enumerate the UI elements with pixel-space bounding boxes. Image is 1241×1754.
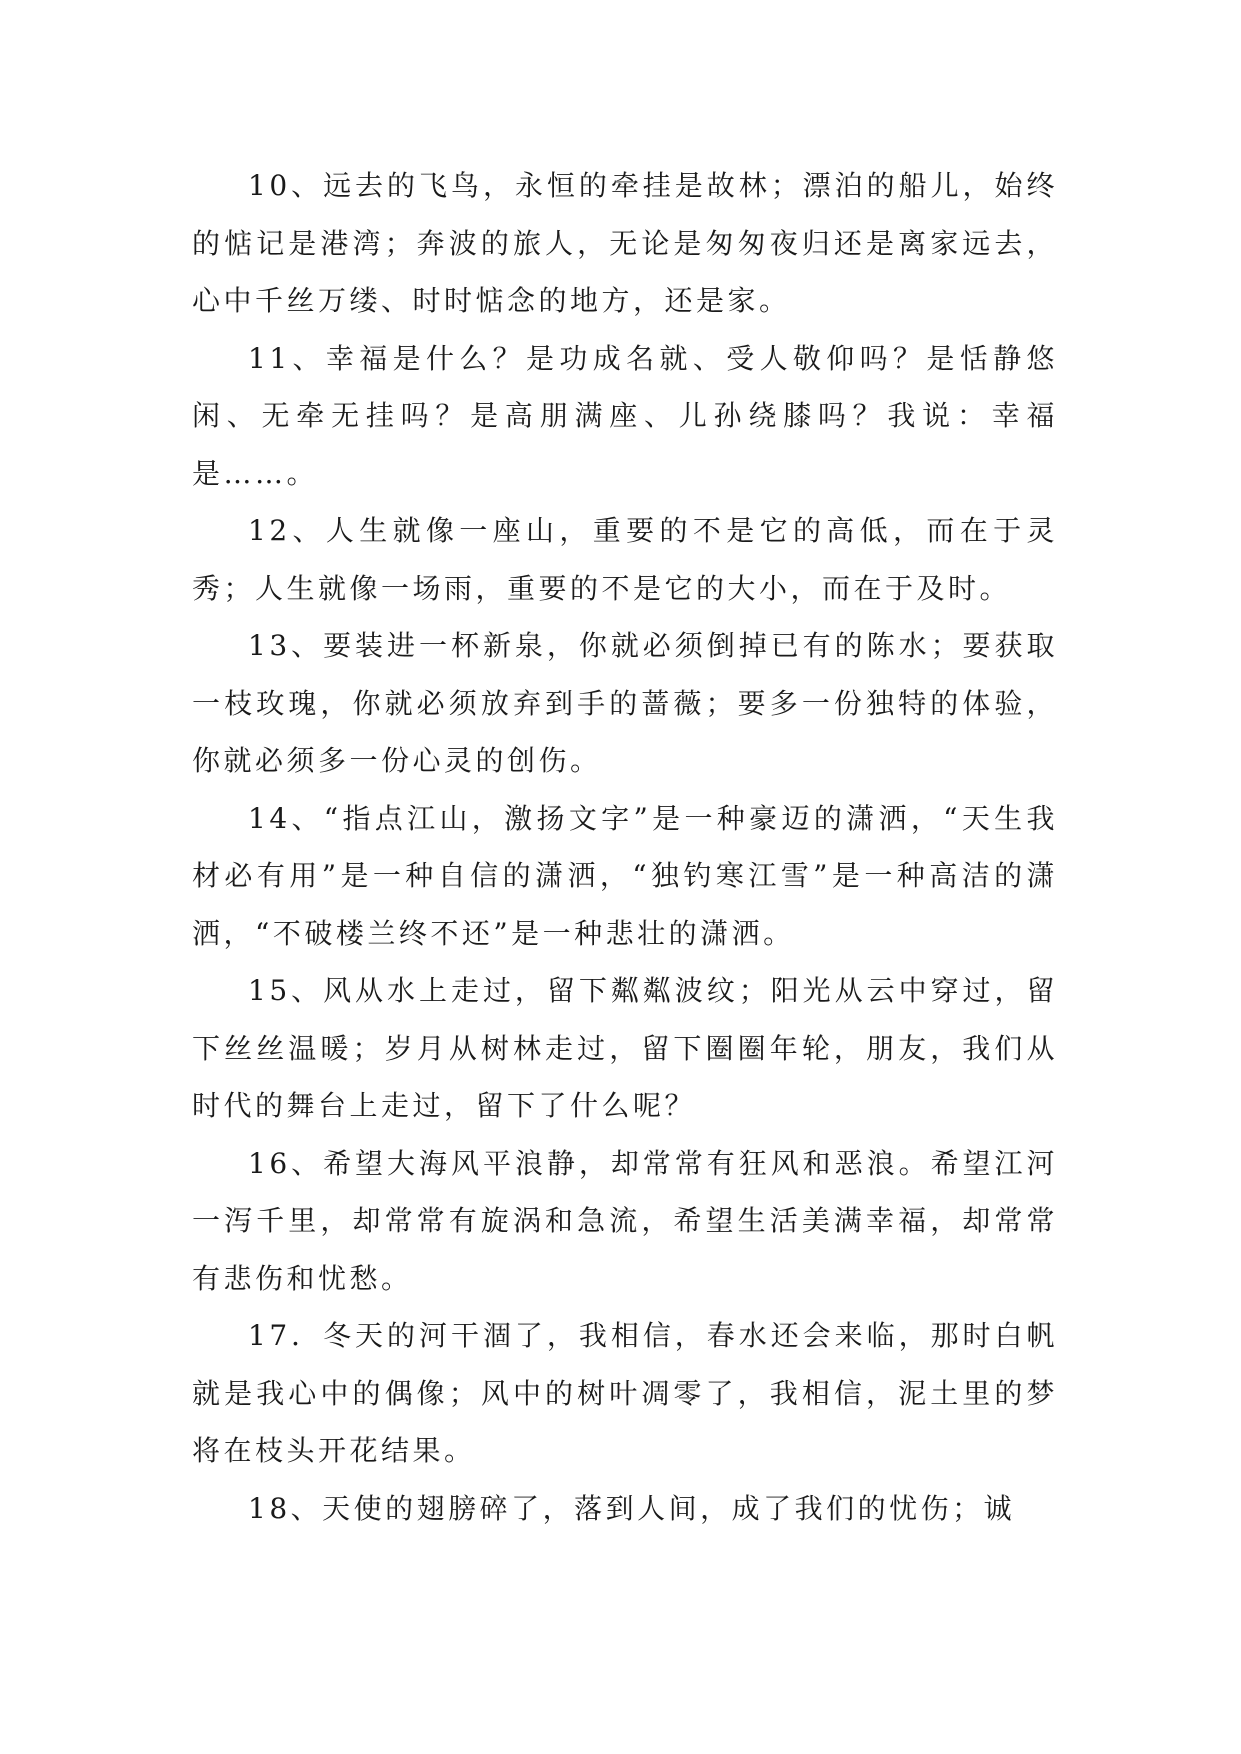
paragraph-11: 11、幸福是什么？是功成名就、受人敬仰吗？是恬静悠闲、无牵无挂吗？是高朋满座、儿孙绕膝吗？我说：幸福是……。 (192, 341, 1058, 490)
paragraph-17: 17．冬天的河干涸了，我相信，春水还会来临，那时白帆就是我心中的偶像；风中的树叶凋零了，我相信，泥土里的梦将在枝头开花结果。 (192, 1319, 1058, 1467)
paragraph-10: 10、远去的飞鸟，永恒的牵挂是故林；漂泊的船儿，始终的惦记是港湾；奔波的旅人，无论是匆匆夜归还是离家远去，心中千丝万缕、时时惦念的地方，还是家。 (192, 169, 1058, 317)
paragraph-18: 18、天使的翅膀碎了，落到人间，成了我们的忧伤；诚 (248, 1491, 1016, 1525)
paragraph-14: 14、“指点江山，激扬文字”是一种豪迈的潇洒，“天生我材必有用”是一种自信的潇洒，“独钓寒江雪”是一种高洁的潇洒，“不破楼兰终不还”是一种悲壮的潇洒。 (192, 801, 1058, 950)
document-body (192, 157, 1058, 1537)
paragraph-12: 12、人生就像一座山，重要的不是它的高低，而在于灵秀；人生就像一场雨，重要的不是它的大小，而在于及时。 (192, 514, 1058, 605)
paragraph-16: 16、希望大海风平浪静，却常常有狂风和恶浪。希望江河一泻千里，却常常有旋涡和急流，希望生活美满幸福，却常常有悲伤和忧愁。 (192, 1146, 1058, 1295)
paragraph-13: 13、要装进一杯新泉，你就必须倒掉已有的陈水；要获取一枝玫瑰，你就必须放弃到手的蔷薇；要多一份独特的体验，你就必须多一份心灵的创伤。 (192, 629, 1058, 777)
paragraph-15: 15、风从水上走过，留下粼粼波纹；阳光从云中穿过，留下丝丝温暖；岁月从树林走过，留下圈圈年轮，朋友，我们从时代的舞台上走过，留下了什么呢？ (192, 974, 1058, 1122)
